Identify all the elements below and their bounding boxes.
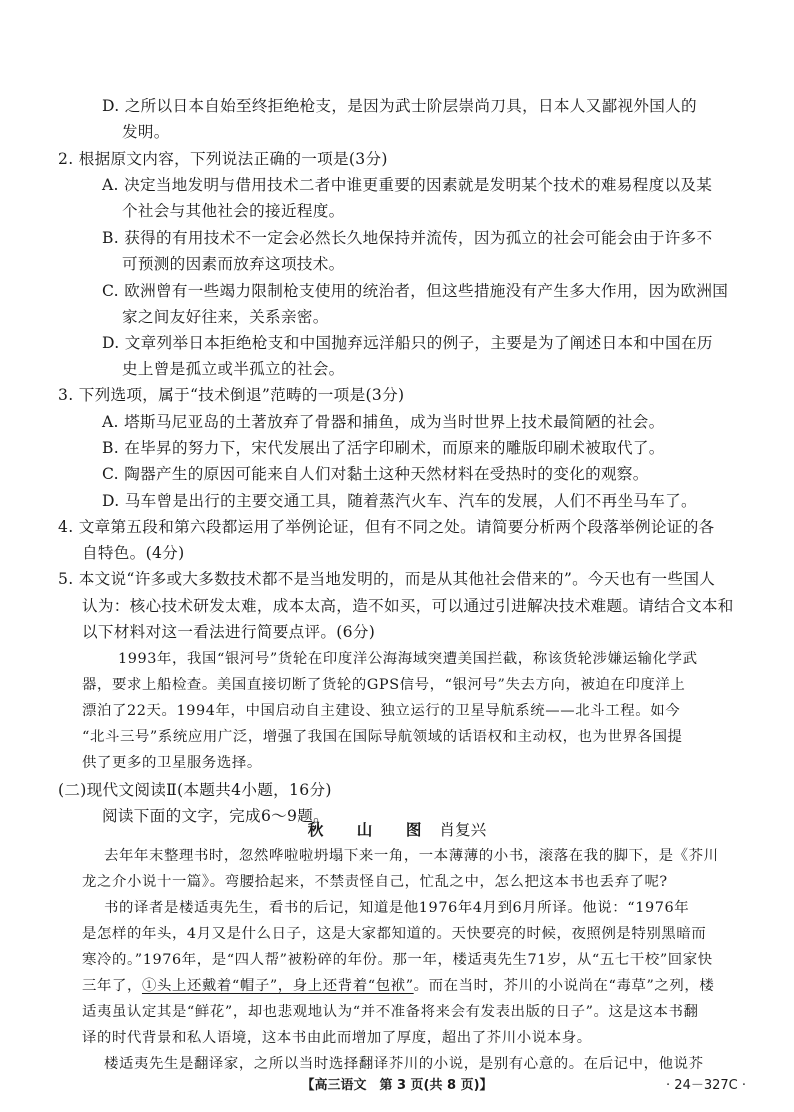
q1-option-d-line1: D. 之所以日本自始至终拒绝枪支，是因为武士阶层崇尚刀具，日本人又鄙视外国人的 — [102, 97, 697, 115]
article-para1-line1: 去年年末整理书时，忽然哗啦啦坍塌下来一角，一本薄薄的小书，滚落在我的脚下，是《芥川 — [104, 848, 719, 864]
article-title-row — [0, 820, 794, 840]
q3-option-d: D. 马车曾是出行的主要交通工具，随着蒸汽火车、汽车的发展，人们不再坐马车了。 — [102, 492, 697, 510]
article-para2-line4 — [82, 976, 714, 996]
question-5-line3: 以下材料对这一看法进行简要点评。(6分) — [82, 623, 376, 641]
question-5-line2: 认为：核心技术研发太难，成本太高，造不如买，可以通过引进解决技术难题。请结合文本和 — [82, 597, 734, 615]
q3-option-c: C. 陶器产生的原因可能来自人们对黏土这种天然材料在受热时的变化的观察。 — [102, 465, 649, 483]
article-para2-line5: 适夷虽认定其是“鲜花”，却也悲观地认为“并不准备将来会有发表出版的日子”。这是这本书翻 — [82, 1004, 699, 1020]
q3-option-b: B. 在毕昇的努力下，宋代发展出了活字印刷术，而原来的雕版印刷术被取代了。 — [102, 439, 665, 457]
material-line3: 漂泊了22天。1994年，中国启动自主建设、独立运行的卫星导航系统——北斗工程。如今 — [82, 703, 681, 719]
article-para3-line1: 楼适夷先生是翻译家，之所以当时选择翻译芥川的小说，是别有心意的。在后记中，他说芥 — [104, 1056, 704, 1072]
q2-option-c-line2: 家之间友好往来，关系亲密。 — [122, 308, 329, 326]
article-para2-line2: 是怎样的年头，4月又是什么日子，这是大家都知道的。天快要亮的时候，夜照例是特别黑暗而 — [82, 926, 707, 942]
question-3-stem: 3. 下列选项，属于“技术倒退”范畴的一项是(3分) — [58, 386, 405, 404]
article-para2-line3: 寒冷的。”1976年，是“四人帮”被粉碎的年份。那一年，楼适夷先生71岁，从“五七干校”回家快 — [82, 952, 713, 968]
material-line2: 器，要求上船检查。美国直接切断了货轮的GPS信号，“银河号”失去方向，被迫在印度洋上 — [82, 677, 686, 693]
q2-option-b-line1: B. 获得的有用技术不一定会必然长久地保持并流传，因为孤立的社会可能会由于许多不 — [102, 229, 713, 247]
article-para2-line1: 书的译者是楼适夷先生，看书的后记，知道是他1976年4月到6月所译。他说：“1976年 — [104, 900, 690, 916]
underlined-sentence-1: ①头上还戴着“帽子”，身上还背着“包袱” — [141, 978, 414, 994]
section-heading: (二)现代文阅读Ⅱ(本题共4小题，16分) — [58, 781, 332, 799]
question-4-line1: 4. 文章第五段和第六段都运用了举例论证，但有不同之处。请简要分析两个段落举例论证的各 — [58, 518, 715, 536]
material-line1: 1993年，我国“银河号”货轮在印度洋公海海域突遭美国拦截，称该货轮涉嫌运输化学武 — [118, 651, 698, 667]
article-para1-line2: 龙之介小说十一篇》。弯腰拾起来，不禁责怪自己，忙乱之中，怎么把这本书也丢弃了呢? — [82, 874, 668, 890]
q2-option-a-line2: 个社会与其他社会的接近程度。 — [122, 202, 345, 220]
article-title: 秋 山 图 — [307, 820, 436, 839]
q2-option-c-line1: C. 欧洲曾有一些竭力限制枪支使用的统治者，但这些措施没有产生多大作用，因为欧洲国 — [102, 282, 729, 300]
article-author: 肖复兴 — [439, 821, 487, 839]
question-4-line2: 自特色。(4分) — [82, 544, 185, 562]
material-line4: “北斗三号”系统应用广泛，增强了我国在国际导航领域的话语权和主动权，也为世界各国提 — [82, 729, 683, 745]
material-line5: 供了更多的卫星服务选择。 — [82, 755, 262, 771]
article-para2-line6: 译的时代背景和私人语境，这本书由此而增加了厚度，超出了芥川小说本身。 — [82, 1030, 592, 1046]
q2-option-d-line2: 史上曾是孤立或半孤立的社会。 — [122, 360, 345, 378]
question-2-stem: 2. 根据原文内容，下列说法正确的一项是(3分) — [58, 150, 388, 168]
question-5-line1: 5. 本文说“许多或大多数技术都不是当地发明的，而是从其他社会借来的”。今天也有一些国人 — [58, 570, 716, 588]
q2-option-b-line2: 可预测的因素而放弃这项技术。 — [122, 255, 345, 273]
q3-option-a: A. 塔斯马尼亚岛的土著放弃了骨器和捕鱼，成为当时世界上技术最简陋的社会。 — [102, 413, 665, 431]
text-segment: 。而在当时，芥川的小说尚在“毒草”之列，楼 — [413, 978, 715, 994]
text-segment: 三年了， — [82, 978, 142, 994]
footer-page-label: 【高三语文 第 3 页(共 8 页)】 — [301, 1078, 493, 1093]
reading-instruction: 阅读下面的文字，完成6～9题。 — [102, 807, 330, 825]
q2-option-a-line1: A. 决定当地发明与借用技术二者中谁更重要的因素就是发明某个技术的难易程度以及某 — [102, 176, 713, 194]
page-footer — [0, 1075, 794, 1097]
footer-code: · 24－327C · — [666, 1078, 746, 1093]
q1-option-d-line2: 发明。 — [122, 123, 170, 141]
q2-option-d-line1: D. 文章列举日本拒绝枪支和中国抛弃远洋船只的例子，主要是为了阐述日本和中国在历 — [102, 334, 713, 352]
